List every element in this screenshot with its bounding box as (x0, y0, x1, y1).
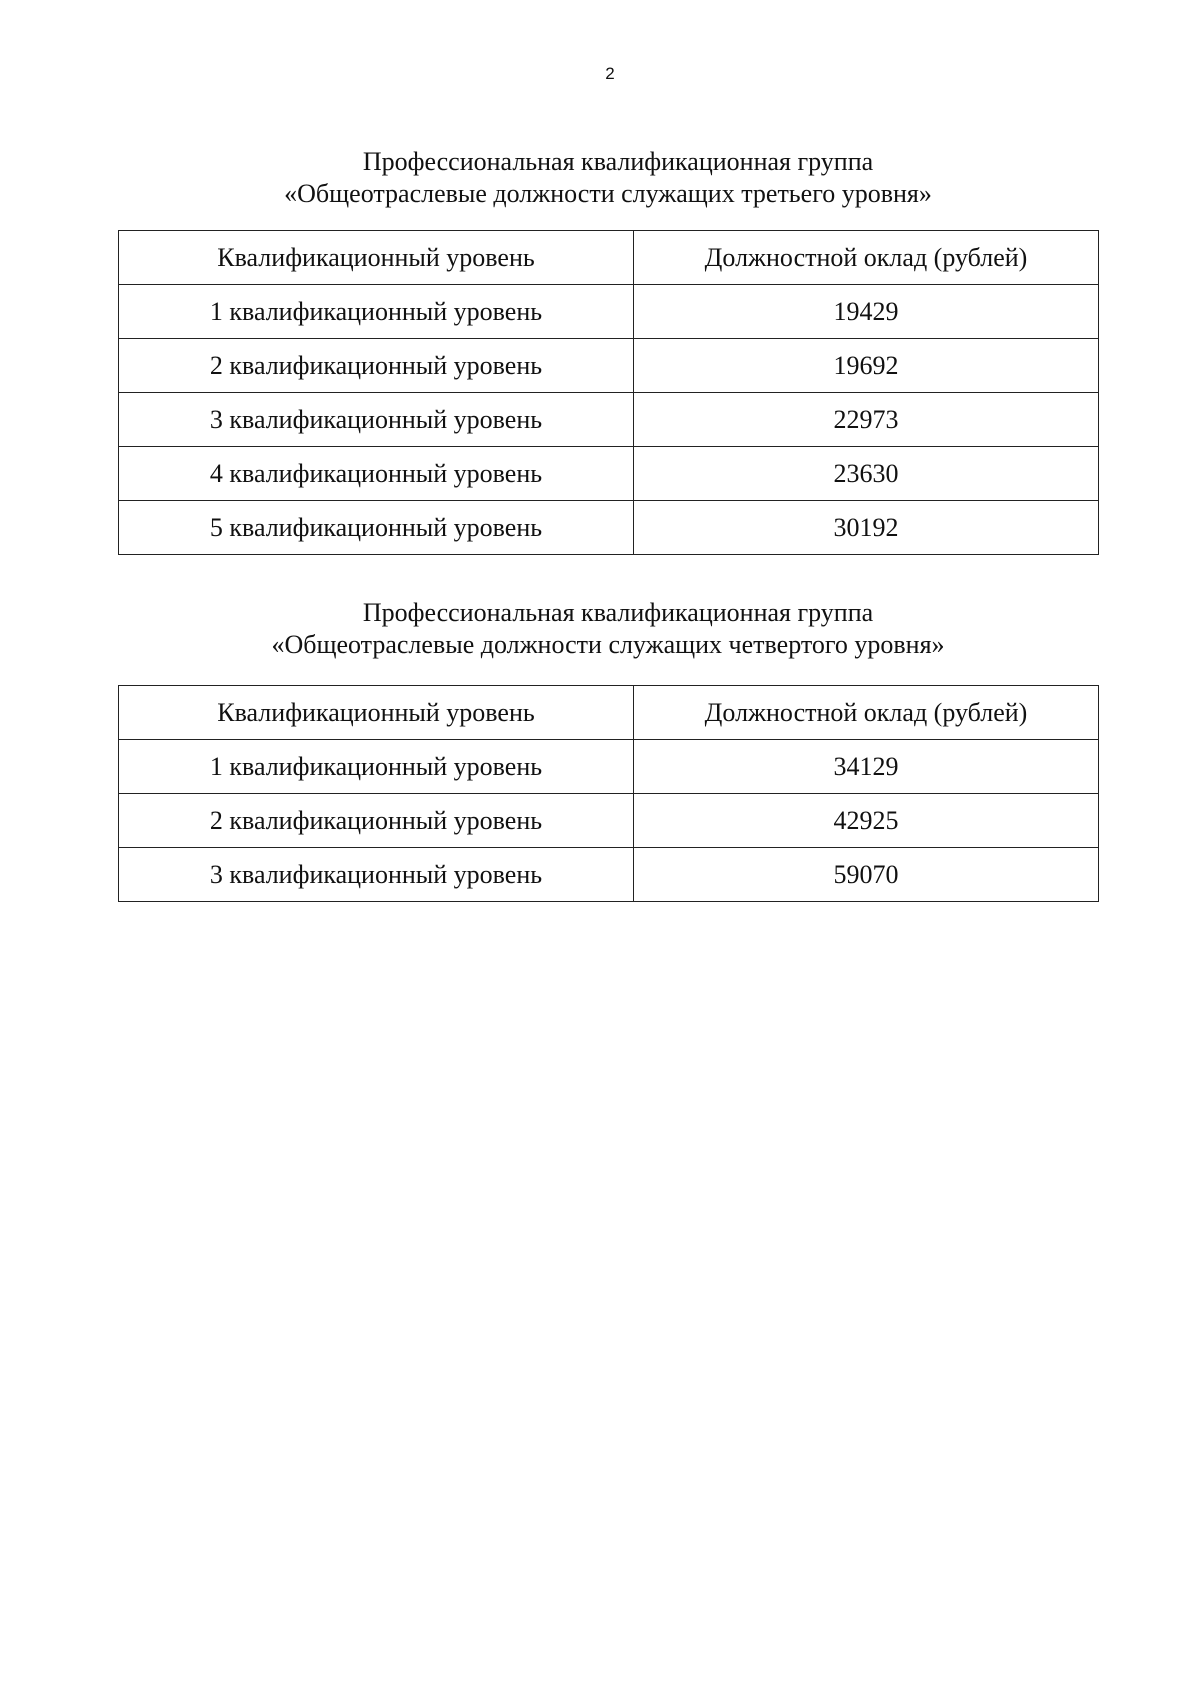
level-cell: 1 квалификационный уровень (119, 740, 634, 794)
table-row (119, 393, 1099, 447)
level-cell: 2 квалификационный уровень (119, 339, 634, 393)
level-cell: 1 квалификационный уровень (119, 285, 634, 339)
page-number: 2 (605, 64, 615, 83)
group-heading-line1: Профессиональная квалификационная группа (362, 147, 874, 176)
level-cell: 5 квалификационный уровень (119, 501, 634, 555)
group-heading-line2: «Общеотраслевые должности служащих третьего уровня» (284, 179, 932, 208)
salary-cell: 59070 (634, 848, 1099, 902)
table-row (119, 501, 1099, 555)
table-row (119, 285, 1099, 339)
level-cell: 4 квалификационный уровень (119, 447, 634, 501)
qualification-group-third-level (118, 146, 1098, 555)
group-heading (118, 146, 1098, 210)
column-header-level: Квалификационный уровень (119, 231, 634, 285)
salary-cell: 23630 (634, 447, 1099, 501)
level-cell: 2 квалификационный уровень (119, 794, 634, 848)
salary-table (118, 685, 1099, 902)
column-header-level: Квалификационный уровень (119, 686, 634, 740)
salary-cell: 30192 (634, 501, 1099, 555)
salary-cell: 22973 (634, 393, 1099, 447)
table-row (119, 848, 1099, 902)
group-heading (118, 597, 1098, 661)
qualification-group-fourth-level (118, 597, 1098, 902)
column-header-salary: Должностной оклад (рублей) (634, 686, 1099, 740)
group-heading-line1: Профессиональная квалификационная группа (362, 598, 874, 627)
level-cell: 3 квалификационный уровень (119, 393, 634, 447)
salary-cell: 19429 (634, 285, 1099, 339)
salary-cell: 42925 (634, 794, 1099, 848)
salary-cell: 19692 (634, 339, 1099, 393)
column-header-salary: Должностной оклад (рублей) (634, 231, 1099, 285)
table-header-row (119, 686, 1099, 740)
salary-table (118, 230, 1099, 555)
table-header-row (119, 231, 1099, 285)
table-row (119, 794, 1099, 848)
salary-cell: 34129 (634, 740, 1099, 794)
table-row (119, 447, 1099, 501)
level-cell: 3 квалификационный уровень (119, 848, 634, 902)
table-row (119, 339, 1099, 393)
group-heading-line2: «Общеотраслевые должности служащих четвертого уровня» (271, 630, 945, 659)
table-row (119, 740, 1099, 794)
